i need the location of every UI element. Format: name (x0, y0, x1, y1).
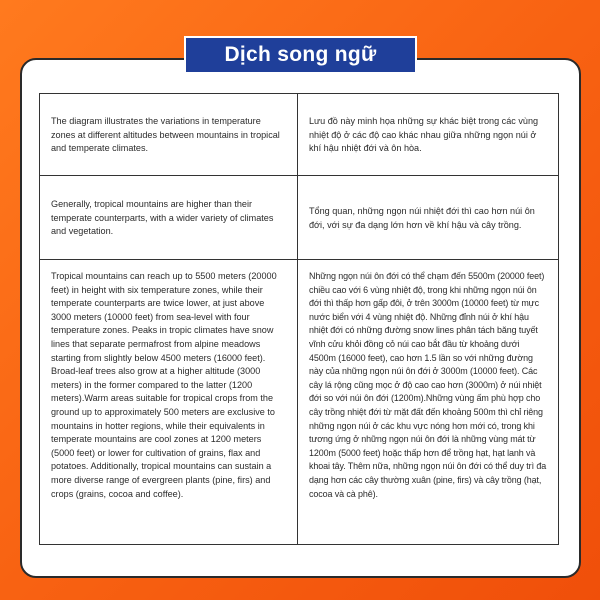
vietnamese-text: Những ngọn núi ôn đới có thể chạm đến 5500m (20000 feet) chiều cao với 6 vùng nhiệt độ, trong khi những ngọn núi ôn đới thì thấp hơn gấp đôi, ở trên 3000m (10000 feet) từ mực nước biển với 4 vùng nhiệt độ. Những đỉnh núi ở khí hậu nhiệt đới có những đường snow lines phân tách băng tuyết vĩnh cửu khỏi đồng cỏ núi cao bắt đầu từ khoảng dưới 4500m (16000 feet), cao hơn 1.5 lần so với những đường này của những ngọn núi ôn đới ở 3000m (10000 feet). Các cây lá rộng cũng mọc ở độ cao cao hơn (3000m) ở núi nhiệt đới so với núi ôn đới (1200m).Những vùng ấm phù hợp cho cây trồng nhiệt đới từ mặt đất đến khoảng 500m thì chỉ riêng những ngọn núi ở các khu vực nóng hơn mới có, trong khi tương ứng ở những ngọn núi ôn đới là những vùng mát từ 1200m (5000 feet) hoặc thấp hơn để trồng hạt, hạt lanh và khoai tây. Thêm nữa, những ngọn núi ôn đới có thể duy trì đa dạng hơn các cây thường xuân (pine, firs) và cây trồng (hạt, cocoa và cà phê). (309, 271, 547, 499)
vietnamese-text: Tổng quan, những ngọn núi nhiệt đới thì cao hơn núi ôn đới, với sự đa dạng lớn hơn về khí hậu và cây trồng. (309, 205, 535, 230)
table-cell-vietnamese (298, 176, 558, 260)
table-cell-vietnamese (298, 260, 558, 544)
english-text: Tropical mountains can reach up to 5500 meters (20000 feet) in height with six temperature zones, while their temperate counterparts are twice lower, at just above 3000 meters (10000 feet) from sea-level with four temperature zones. Peaks in tropic climates have snow lines that separate permafrost from alpine meadows starting from slightly below 4500 meters (16000 feet). Broad-leaf trees also grow at a higher altitude (3000 meters) in the former compared to the latter (1200 meters).Warm areas suitable for tropical crops from the ground up to approximately 500 meters are exclusive to mountains in hotter regions, while their equivalents in temperate mountains are cool zones at 1200 meters (5000 feet) or lower for cultivation of grains, flax and potatoes. Additionally, tropical mountains can sustain a more diverse range of evergreen plants (pine, firs) and crops (grains, cocoa and coffee). (51, 271, 277, 499)
table-cell-english (40, 176, 298, 260)
page-title: Dịch song ngữ (184, 36, 417, 74)
table-cell-english (40, 94, 298, 176)
english-text: The diagram illustrates the variations in temperature zones at different altitudes between mountains in tropical and temperate climates. (51, 116, 280, 154)
bilingual-table (39, 93, 559, 545)
table-cell-vietnamese (298, 94, 558, 176)
vietnamese-text: Lưu đồ này minh họa những sự khác biệt trong các vùng nhiệt độ ở các độ cao khác nhau giữa những ngọn núi ở khí hậu nhiệt đới và ôn hòa. (309, 116, 539, 154)
table-cell-english (40, 260, 298, 544)
english-text: Generally, tropical mountains are higher than their temperate counterparts, with a wider variety of climates and vegetation. (51, 199, 274, 237)
